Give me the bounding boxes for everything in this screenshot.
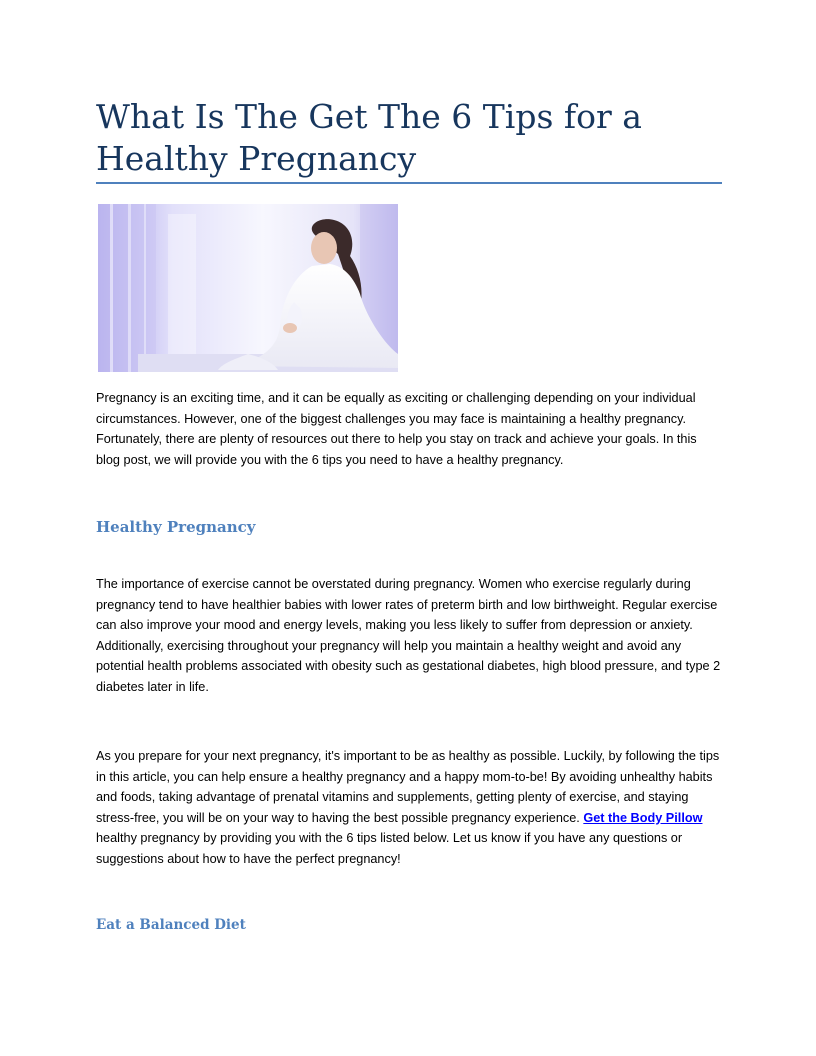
intro-paragraph: Pregnancy is an exciting time, and it can be equally as exciting or challenging depending on your individual circumstances. However, one of the biggest challenges you may face is maintaining a healthy pregnancy. Fortunately, there are plenty of resources out there to help you stay on track and achieve your goals. In this blog post, we will provide you with the 6 tips you need to have a healthy pregnancy. <box>96 391 697 467</box>
prepare-paragraph-text-after: healthy pregnancy by providing you with the 6 tips listed below. Let us know if you have any questions or suggestions about how to have the perfect pregnancy! <box>96 831 683 866</box>
body-pillow-link[interactable]: Get the Body Pillow <box>583 810 703 825</box>
page-title: What Is The Get The 6 Tips for a Healthy Pregnancy <box>96 97 642 178</box>
section-heading-balanced-diet: Eat a Balanced Diet <box>96 917 246 933</box>
section-heading-healthy-pregnancy: Healthy Pregnancy <box>96 518 256 536</box>
hero-image <box>98 204 398 372</box>
prepare-paragraph <box>96 746 722 870</box>
pregnant-woman-illustration <box>98 204 398 372</box>
title-underline-rule <box>96 182 722 184</box>
prepare-paragraph-text-before: As you prepare for your next pregnancy, it's important to be as healthy as possible. Luckily, by following the tips in this article, you can help ensure a healthy pregnancy and a happy mom-to-be! By avoiding unhealthy habits and foods, taking advantage of prenatal vitamins and supplements, getting plenty of exercise, and staying stress-free, you will be on your way to having the best possible pregnancy experience. <box>96 749 720 825</box>
exercise-paragraph: The importance of exercise cannot be overstated during pregnancy. Women who exercise regularly during pregnancy tend to have healthier babies with lower rates of preterm birth and low birthweight. Regular exercise can also improve your mood and energy levels, making you less likely to suffer from depression or anxiety. Additionally, exercising throughout your pregnancy will help you maintain a healthy weight and avoid any potential health problems associated with obesity such as gestational diabetes, high blood pressure, and type 2 diabetes later in life. <box>96 577 721 694</box>
